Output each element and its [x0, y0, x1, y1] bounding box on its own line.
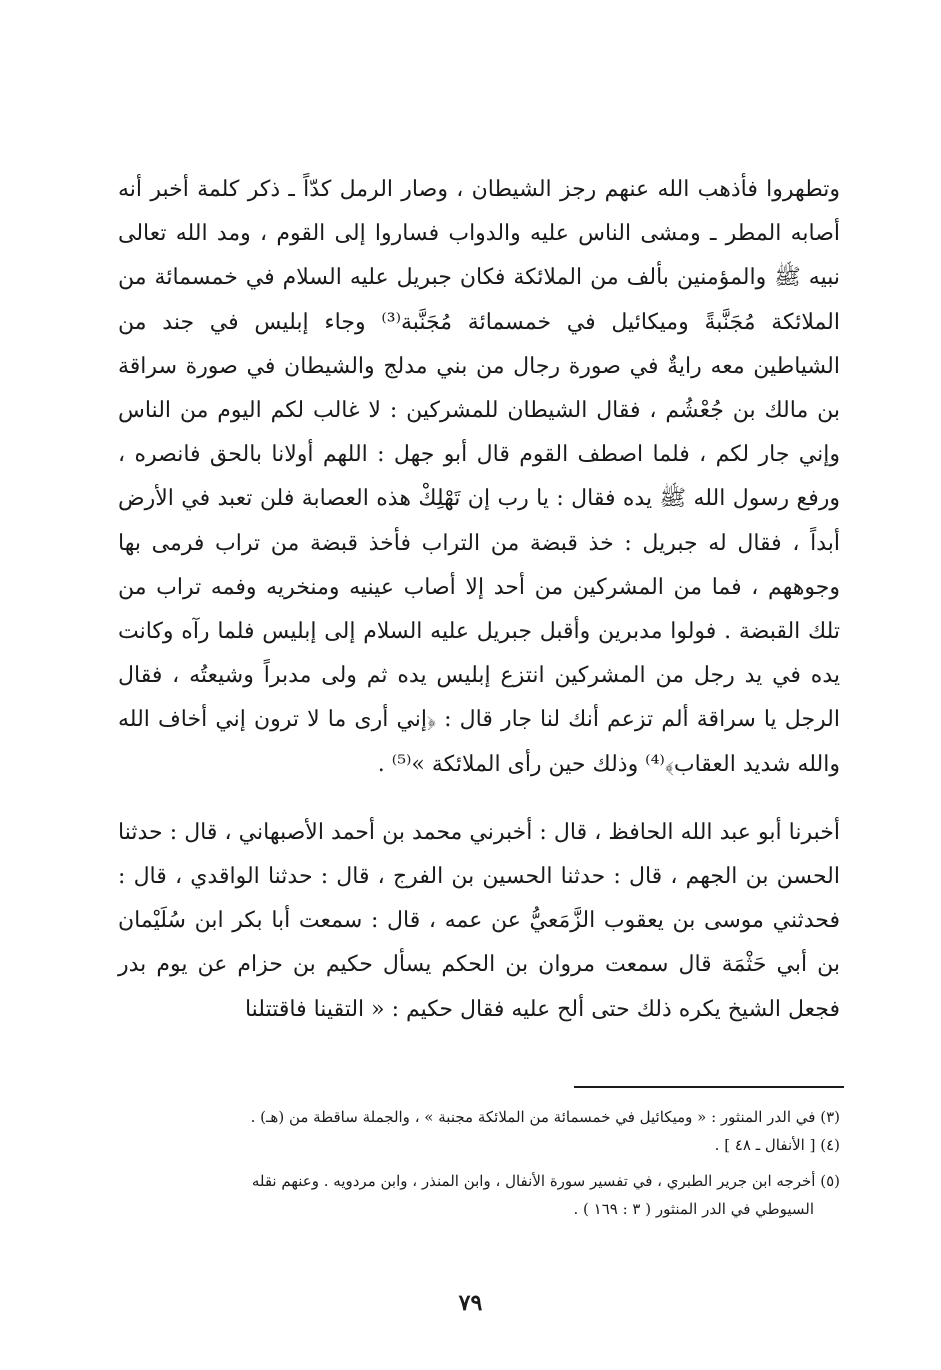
footnotes [118, 1103, 840, 1223]
footnote-5-line-1: (٥) أخرجه ابن جرير الطبري ، في تفسير سورة الأنفال ، وابن المنذر ، وابن مردويه . وعنهم نقله [251, 1172, 840, 1190]
footnote-4: (٤) [ الأنفال ـ ٤٨ ] . [714, 1136, 840, 1154]
main-text [118, 168, 840, 1032]
page-number: ٧٩ [458, 1290, 483, 1316]
footnote-5 [118, 1167, 840, 1223]
paragraph-2: أخبرنا أبو عبد الله الحافظ ، قال : أخبرني محمد بن أحمد الأصبهاني ، قال : حدثنا الحسن بن الجهم ، قال : حدثنا الحسين بن الفرج ، قال : حدثنا الواقدي ، قال : فحدثني موسى بن يعقوب الزَّمَعيُّ عن عمه ، قال : سمعت أبا بكر ابن سُلَيْمان بن أبي حَثْمَة قال سمعت مروان بن الحكم يسأل حكيم بن حزام عن يوم بدر فجعل الشيخ يكره ذلك حتى ألح عليه فقال حكيم : « التقينا فاقتتلنا [118, 819, 840, 1022]
footnote-separator [574, 1086, 844, 1088]
paragraph-1: وتطهروا فأذهب الله عنهم رجز الشيطان ، وصار الرمل كدّاً ـ ذكر كلمة أخبر أنه أصابه المطر ـ ومشى الناس عليه والدواب فساروا إلى القوم ، ومد الله تعالى نبيه ﷺ والمؤمنين بألف من الملائكة فكان جبريل عليه السلام في خمسمائة من الملائكة مُجَنَّبةً وميكائيل في خمسمائة مُجَنَّبة⁽³⁾ وجاء إبليس في جند من الشياطين معه رايةٌ في صورة رجال من بني مدلج والشيطان في صورة سراقة بن مالك بن جُعْشُم ، فقال الشيطان للمشركين : لا غالب لكم اليوم من الناس وإني جار لكم ، فلما اصطف القوم قال أبو جهل : اللهم أولانا بالحق فانصره ، ورفع رسول الله ﷺ يده فقال : يا رب إن تَهْلِكْ هذه العصابة فلن تعبد في الأرض أبداً ، فقال له جبريل : خذ قبضة من التراب فأخذ قبضة من تراب فرمى بها وجوههم ، فما من المشركين من أحد إلا أصاب عينيه ومنخريه وفمه تراب من تلك القبضة . فولوا مدبرين وأقبل جبريل عليه السلام إلى إبليس فلما رآه وكانت يده في يد رجل من المشركين انتزع إبليس يده ثم ولى مدبراً وشيعتُه ، فقال الرجل يا سراقة ألم تزعم أنك لنا جار قال : ﴿إني أرى ما لا ترون إني أخاف الله والله شديد العقاب﴾⁽⁴⁾ وذلك حين رأى الملائكة »⁽⁵⁾ . [118, 177, 840, 777]
footnote-3: (٣) في الدر المنثور : « وميكائيل في خمسمائة من الملائكة مجنبة » ، والجملة ساقطة من (هـ) . [250, 1108, 840, 1126]
footnote-5-line-2: السيوطي في الدر المنثور ( ٣ : ١٦٩ ) . [573, 1200, 814, 1218]
